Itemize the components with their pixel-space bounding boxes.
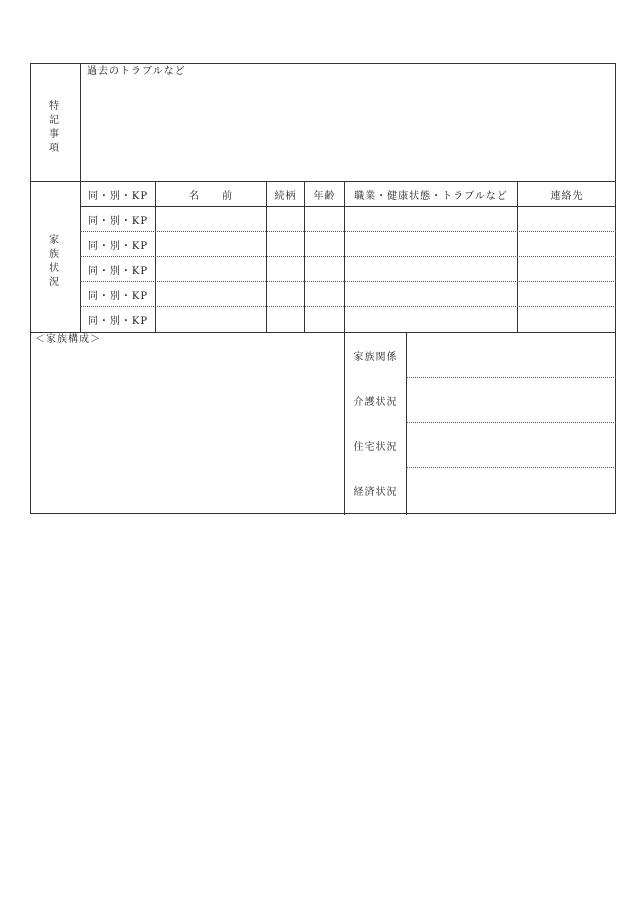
housing-status-field[interactable] xyxy=(407,423,616,467)
assessment-form xyxy=(30,63,616,514)
special-notes-field[interactable] xyxy=(81,80,616,180)
row-job-health-field[interactable] xyxy=(345,232,517,256)
header-age: 年齢 xyxy=(313,190,336,202)
header-type: 同・別・KP xyxy=(87,190,149,202)
row-type[interactable]: 同・別・KP xyxy=(87,290,149,302)
header-job-health: 職業・健康状態・トラブルなど xyxy=(354,190,508,202)
row-job-health-field[interactable] xyxy=(345,207,517,231)
housing-status-label: 住宅状況 xyxy=(353,441,398,453)
family-relations-field[interactable] xyxy=(407,333,616,377)
economic-status-label: 経済状況 xyxy=(353,487,398,498)
family-composition-area[interactable] xyxy=(32,350,342,512)
family-composition-label: ＜家族構成＞ xyxy=(35,334,101,345)
header-relation: 続柄 xyxy=(274,190,297,202)
family-relations-label: 家族関係 xyxy=(353,351,398,363)
care-status-label: 介護状況 xyxy=(353,396,398,408)
row-type[interactable]: 同・別・KP xyxy=(87,215,149,227)
row-relation-field[interactable] xyxy=(267,257,304,281)
row-contact-field[interactable] xyxy=(518,232,616,256)
row-relation-field[interactable] xyxy=(267,282,304,306)
row-age-field[interactable] xyxy=(305,282,344,306)
row-type[interactable]: 同・別・KP xyxy=(87,315,149,327)
row-type[interactable]: 同・別・KP xyxy=(87,265,149,277)
row-relation-field[interactable] xyxy=(267,307,304,331)
special-notes-label: 特記事項 xyxy=(49,101,59,154)
row-age-field[interactable] xyxy=(305,207,344,231)
row-type[interactable]: 同・別・KP xyxy=(87,240,149,252)
family-status-label: 家族状況 xyxy=(49,235,59,288)
row-age-field[interactable] xyxy=(305,257,344,281)
row-job-health-field[interactable] xyxy=(345,257,517,281)
row-relation-field[interactable] xyxy=(267,232,304,256)
row-name-field[interactable] xyxy=(156,282,266,306)
row-name-field[interactable] xyxy=(156,257,266,281)
row-name-field[interactable] xyxy=(156,207,266,231)
row-job-health-field[interactable] xyxy=(345,307,517,331)
economic-status-field[interactable] xyxy=(407,468,616,513)
row-job-health-field[interactable] xyxy=(345,282,517,306)
row-age-field[interactable] xyxy=(305,307,344,331)
special-notes-hint: 過去のトラブルなど xyxy=(87,66,186,77)
row-name-field[interactable] xyxy=(156,307,266,331)
row-name-field[interactable] xyxy=(156,232,266,256)
row-contact-field[interactable] xyxy=(518,207,616,231)
row-age-field[interactable] xyxy=(305,232,344,256)
row-contact-field[interactable] xyxy=(518,282,616,306)
row-relation-field[interactable] xyxy=(267,207,304,231)
row-contact-field[interactable] xyxy=(518,307,616,331)
row-contact-field[interactable] xyxy=(518,257,616,281)
header-name: 名 前 xyxy=(189,190,233,202)
header-contact: 連絡先 xyxy=(550,190,584,202)
care-status-field[interactable] xyxy=(407,378,616,422)
